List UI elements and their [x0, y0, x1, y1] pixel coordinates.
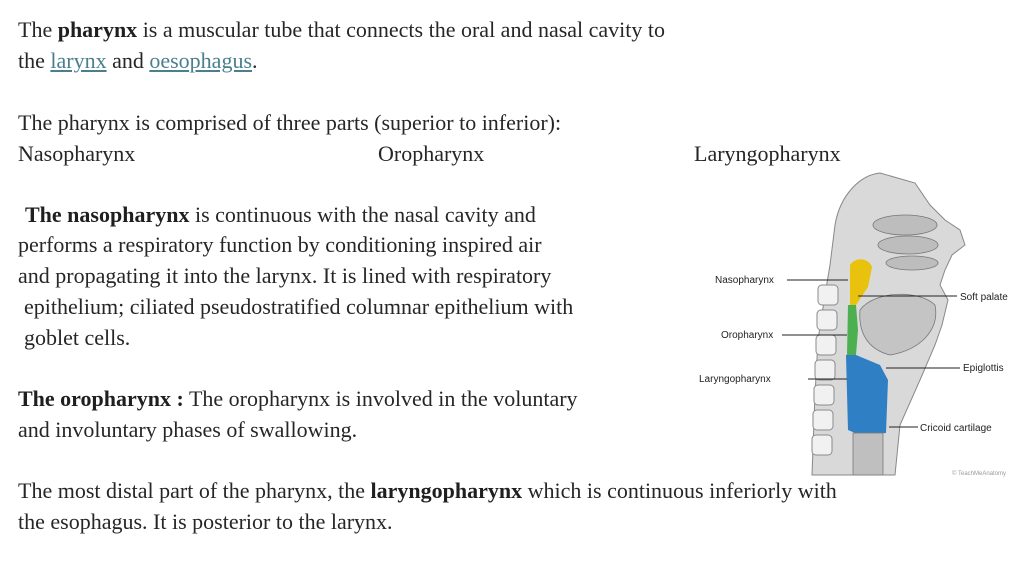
- naso-text: is continuous with the nasal cavity and: [189, 202, 536, 227]
- oropharynx-term: The oropharynx :: [18, 386, 184, 411]
- naso-line-4: epithelium; ciliated pseudostratified columnar epithelium with: [24, 294, 574, 319]
- laryngo-line-1: [18, 476, 837, 506]
- nasopharynx-term: The nasopharynx: [25, 202, 190, 227]
- soft-palate-label: Soft palate: [960, 292, 1008, 303]
- intro-text: and: [106, 48, 150, 73]
- part-nasopharynx: Nasopharynx: [18, 141, 136, 166]
- laryngo-text: The most distal part of the pharynx, the: [18, 478, 371, 503]
- oro-line-1: [18, 384, 578, 414]
- oro-text: The oropharynx is involved in the voluntary: [183, 386, 578, 411]
- parts-heading: The pharynx is comprised of three parts (superior to inferior):: [18, 110, 562, 135]
- pharynx-anatomy-figure: [690, 165, 1024, 480]
- cricoid-cartilage-label: Cricoid cartilage: [920, 423, 992, 434]
- laryngo-text: which is continuous inferiorly with: [522, 478, 837, 503]
- nasopharynx-label: Nasopharynx: [715, 275, 774, 286]
- intro-text: .: [252, 48, 258, 73]
- naso-line-3: and propagating it into the larynx. It is lined with respiratory: [18, 263, 552, 288]
- intro-text: is a muscular tube that connects the oral and nasal cavity to: [137, 17, 666, 42]
- part-oropharynx: Oropharynx: [378, 141, 485, 166]
- laryngopharynx-term: laryngopharynx: [370, 478, 523, 503]
- intro-line-1: [18, 15, 665, 45]
- part-laryngopharynx: Laryngopharynx: [694, 141, 841, 166]
- laryngopharynx-label: Laryngopharynx: [699, 374, 771, 385]
- oropharynx-label: Oropharynx: [721, 330, 774, 341]
- laryngo-line-2: the esophagus. It is posterior to the larynx.: [18, 509, 393, 534]
- naso-line-2: performs a respiratory function by conditioning inspired air: [18, 232, 542, 257]
- figure-watermark: © TeachMeAnatomy: [952, 471, 1007, 477]
- epiglottis-label: Epiglottis: [963, 363, 1004, 374]
- naso-line-1: [25, 200, 536, 230]
- oro-line-2: and involuntary phases of swallowing.: [18, 417, 358, 442]
- larynx-link[interactable]: larynx: [50, 48, 107, 73]
- intro-line-2: [18, 46, 258, 76]
- intro-text: the: [18, 48, 51, 73]
- pharynx-term: pharynx: [57, 17, 138, 42]
- oesophagus-link[interactable]: oesophagus: [149, 48, 253, 73]
- naso-line-5: goblet cells.: [24, 325, 131, 350]
- intro-text: The: [18, 17, 58, 42]
- trachea-icon: [853, 433, 883, 475]
- oropharynx-region: [847, 305, 858, 355]
